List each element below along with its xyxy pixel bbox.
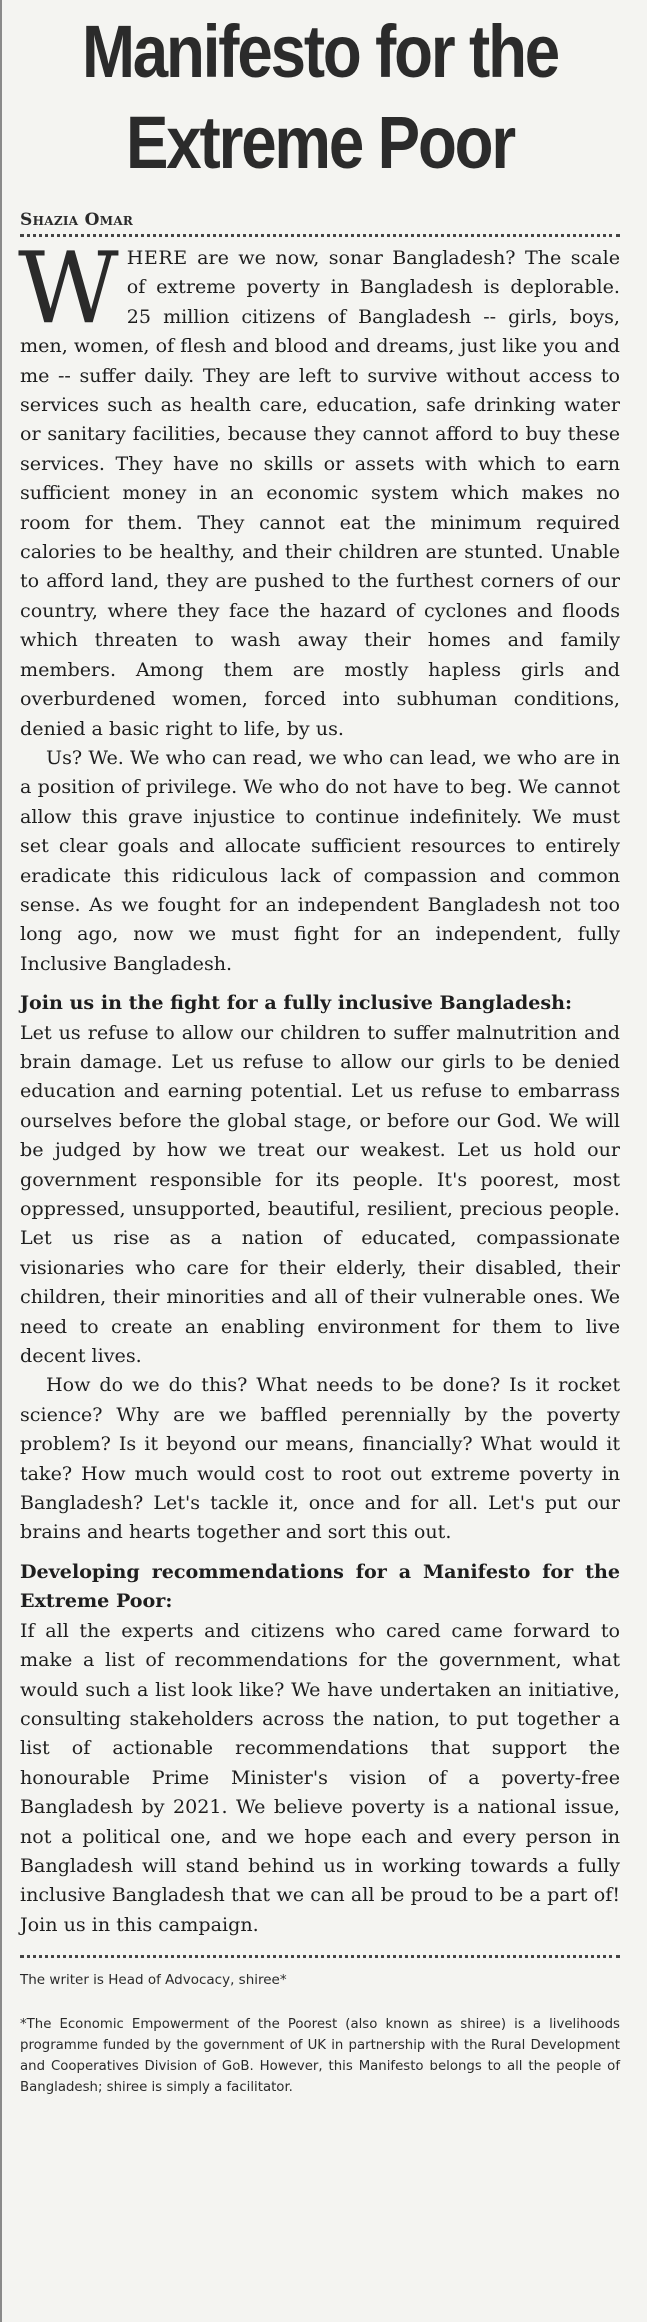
paragraph-1-text: are we now, sonar Bangladesh? The scale of extreme poverty in Bangladesh is deplorable. 25 million citizens of Bangladesh -- girls, boys, men, women, of flesh and blood and dreams, just like you and me -- suffer daily. They are left to survive without access to services such as health care, education, safe drinking water or sanitary facilities, because they cannot afford to buy these services. They have no skills or assets with which to earn sufficient money in an economic system which makes no room for them. They cannot eat the minimum required calories to be healthy, and their children are stunted. Unable to afford land, they are pushed to the furthest corners of our country, where they face the hazard of cyclones and floods which threaten to wash away their homes and family members. Among them are mostly hapless girls and overburdened women, forced into subhuman conditions, denied a basic right to life, by us.	[20, 246, 620, 740]
lead-in: HERE	[126, 246, 188, 269]
subheading-join-us: Join us in the fight for a fully inclusive Bangladesh:	[20, 991, 573, 1015]
subheading-recommendations: Developing recommendations for a Manifesto for the Extreme Poor:	[20, 1559, 620, 1613]
headline-line-2: Extreme Poor	[125, 101, 515, 184]
article-body	[18, 232, 620, 1939]
paragraph-5: If all the experts and citizens who cared came forward to make a list of recommendations for the government, what would such a list look like? We have undertaken an initiative, consulting stakeholders across the nation, to put together a list of actionable recommendations that support the honourable Prime Minister's vision of a poverty-free Bangladesh by 2021. We believe poverty is a national issue, not a political one, and we hope each and every person in Bangladesh will stand behind us in working towards a fully inclusive Bangladesh that we can all be proud to be a part of! Join us in this campaign.	[20, 1618, 620, 1936]
paragraph-4: How do we do this? What needs to be done? Is it rocket science? Why are we baffled perennially by the poverty problem? Is it beyond our means, financially? What would it take? How much would cost to root out extreme poverty in Bangladesh? Let's tackle it, once and for all. Let's put our brains and hearts together and sort this out.	[20, 1373, 620, 1544]
drop-cap: W	[18, 232, 119, 346]
paragraph-3: Let us refuse to allow our children to suffer malnutrition and brain damage. Let us refuse to allow our girls to be denied education and earning potential. Let us refuse to embarrass ourselves before the global stage, or before our God. We will be judged by how we treat our weakest. Let us hold our government responsible for its people. It's poorest, most oppressed, unsupported, beautiful, resilient, precious people. Let us rise as a nation of educated, compassionate visionaries who care for their elderly, their disabled, their children, their minorities and all of their vulnerable ones. We need to create an enabling environment for them to live decent lives.	[20, 1020, 620, 1368]
paragraph-1	[18, 232, 620, 743]
writer-note: The writer is Head of Advocacy, shiree*	[20, 1972, 287, 1989]
headline-line-1: Manifesto for the	[81, 10, 559, 93]
footer-divider	[20, 1955, 620, 1958]
footnote: *The Economic Empowerment of the Poorest (also known as shiree) is a livelihoods programme funded by the government of UK in partnership with the Rural Development and Cooperatives Division of GoB. However, this Manifesto belongs to all the people of Bangladesh; shiree is simply a facilitator.	[20, 2017, 620, 2096]
byline: Shazia Omar	[20, 210, 134, 230]
column-rule	[0, 0, 2, 2322]
headline	[62, 6, 578, 188]
paragraph-2: Us? We. We who can read, we who can lead, we who are in a position of privilege. We who do not have to beg. We cannot allow this grave injustice to continue indefinitely. We must set clear goals and allocate sufficient resources to entirely eradicate this ridiculous lack of compassion and common sense. As we fought for an independent Bangladesh not too long ago, now we must fight for an independent, fully Inclusive Bangladesh.	[20, 745, 620, 975]
article	[20, 0, 620, 2098]
